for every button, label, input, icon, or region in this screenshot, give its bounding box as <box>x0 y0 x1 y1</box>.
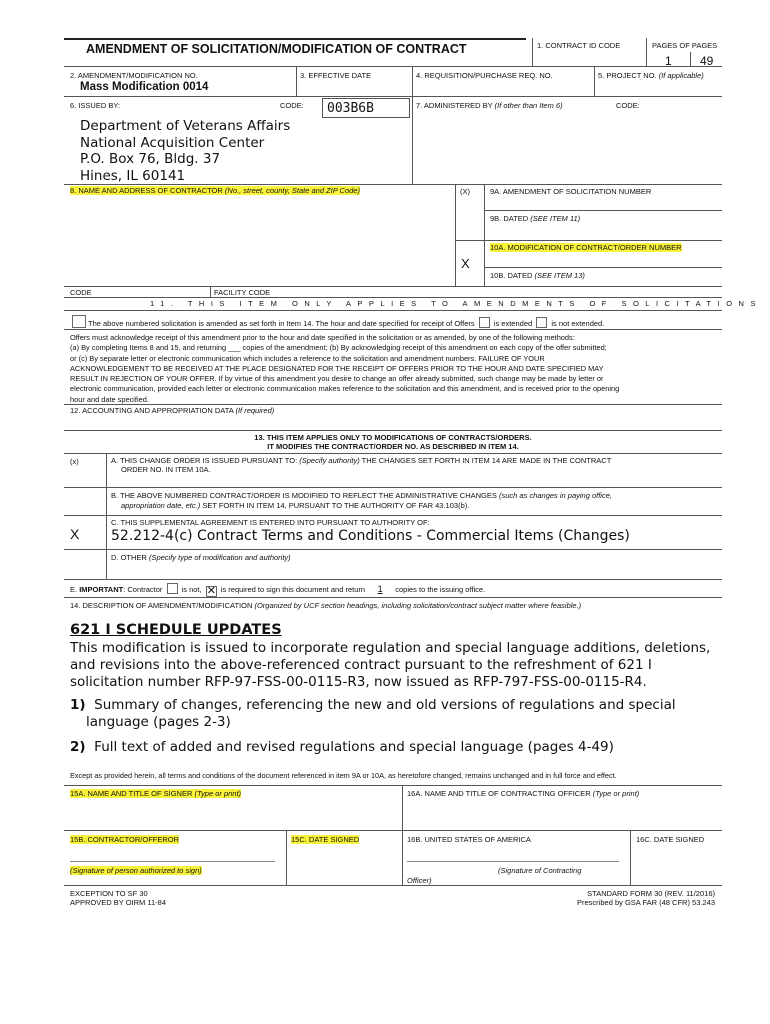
divider <box>210 286 211 297</box>
para-line: (a) By completing Items 8 and 15, and returning ___ copies of the amendment; (b) By acknowledging receipt of this amendment on each copy of the offer submitted; <box>70 343 607 353</box>
rule <box>64 487 722 488</box>
item-11-text: The above numbered solicitation is amended as set forth in Item 14. The hour and date specified for receipt of Offers <box>88 319 475 328</box>
signer-15a-label: 15A. NAME AND TITLE OF SIGNER (Type or print) <box>70 789 242 798</box>
issuer-line: P.O. Box 76, Bldg. 37 <box>80 151 221 167</box>
item-13c-mark: X <box>70 526 80 542</box>
item-9a-label: 9A. AMENDMENT OF SOLICITATION NUMBER <box>490 187 652 196</box>
page-total: 49 <box>700 54 714 68</box>
item-10a-label: 10A. MODIFICATION OF CONTRACT/ORDER NUMBER <box>490 243 682 252</box>
item-13d-text: D. OTHER <box>111 553 147 562</box>
contractor-offeror-label: 15B. CONTRACTOR/OFFEROR <box>70 835 180 844</box>
item-13-x-label: (x) <box>70 457 79 466</box>
page-number: 1 <box>665 54 672 68</box>
footer-line: Prescribed by GSA FAR (48 CFR) 53.243 <box>577 898 715 907</box>
item-14-label: 14. DESCRIPTION OF AMENDMENT/MODIFICATION <box>70 601 253 610</box>
rule <box>455 240 722 241</box>
signature-line-15[interactable] <box>70 861 275 862</box>
item-9b-note: (SEE ITEM 11) <box>530 214 581 223</box>
item-10a-mark: X <box>461 256 470 271</box>
pages-label: PAGES OF PAGES <box>652 41 718 50</box>
issuer-line: Department of Veterans Affairs <box>80 118 291 134</box>
facility-code-label: FACILITY CODE <box>214 288 271 297</box>
not-extended-checkbox[interactable] <box>536 317 547 328</box>
divider <box>594 66 595 96</box>
para-line: electronic communication, provided each letter or electronic communication makes reference to the solicitation and this amendment, and is received prior to the opening <box>70 384 620 394</box>
body-line: This modification is issued to incorporate regulation and special language additions, deletions, <box>70 640 711 656</box>
issued-code-value: 003B6B <box>322 98 410 118</box>
x-column-label: (X) <box>460 187 470 196</box>
rule <box>64 96 722 97</box>
is-required-checkbox[interactable]: ✕ <box>206 585 216 597</box>
divider <box>484 184 485 286</box>
administered-note: (If other than Item 6) <box>494 101 563 110</box>
requisition-label: 4. REQUISITION/PURCHASE REQ. NO. <box>416 71 553 80</box>
item-e <box>70 583 485 597</box>
item-12-label: 12. ACCOUNTING AND APPROPRIATION DATA <box>70 406 234 415</box>
para-line: RESULT IN REJECTION OF YOUR OFFER. If by virtue of this amendment you desire to change an offer already submitted, such change may be made by letter or <box>70 374 604 384</box>
divider <box>402 785 403 885</box>
divider <box>412 66 413 96</box>
rule <box>64 453 722 454</box>
item-text: language (pages 2-3) <box>86 714 231 730</box>
divider <box>106 453 107 579</box>
item-13a <box>111 456 611 465</box>
item-13c-text: C. THIS SUPPLEMENTAL AGREEMENT IS ENTERED INTO PURSUANT TO AUTHORITY OF: <box>111 518 430 527</box>
rule <box>64 830 722 831</box>
item-13c-value: 52.212-4(c) Contract Terms and Conditions - Commercial Items (Changes) <box>111 528 630 544</box>
schedule-heading: 621 I SCHEDULE UPDATES <box>70 622 282 638</box>
divider <box>296 66 297 96</box>
item-14-note: (Organized by UCF section headings, including solicitation/contract subject matter where feasible.) <box>254 601 582 610</box>
item-11-heading: 11. THIS ITEM ONLY APPLIES TO AMENDMENTS OF SOLICITATIONS <box>150 299 762 308</box>
footer-right <box>540 889 715 907</box>
is-not-label: is not, <box>181 585 202 594</box>
contractor-text: : Contractor <box>123 585 163 594</box>
item-10b-label: 10B. DATED <box>490 271 533 280</box>
item-13d-note: (Specify type of modification and authority) <box>148 553 291 562</box>
rule <box>64 297 722 298</box>
amendment-value: Mass Modification 0014 <box>80 81 209 93</box>
divider <box>412 96 413 184</box>
footer-line: EXCEPTION TO SF 30 <box>70 889 148 898</box>
signer-16a-note: (Type or print) <box>592 789 640 798</box>
item-13-heading-line: IT MODIFIES THE CONTRACT/ORDER NO. AS DESCRIBED IN ITEM 14. <box>267 442 519 451</box>
rule <box>64 515 722 516</box>
item-13a-line2: ORDER NO. IN ITEM 10A. <box>121 465 211 474</box>
rule <box>64 66 722 67</box>
project-note: (If applicable) <box>658 71 704 80</box>
item-13-heading-line: 13. THIS ITEM APPLIES ONLY TO MODIFICATIONS OF CONTRACTS/ORDERS. <box>254 433 532 442</box>
rule <box>64 329 722 330</box>
item-11-paragraph <box>70 333 725 405</box>
except-text: Except as provided herein, all terms and conditions of the document referenced in item 9A or 10A, as heretofore changed, remains unchanged and in full force and effect. <box>70 771 617 780</box>
body-line: solicitation number RFP-97-FSS-00-0115-R3, now issued as RFP-797-FSS-00-0115-R4. <box>70 674 647 690</box>
contractor-label: 8. NAME AND ADDRESS OF CONTRACTOR (No., street, county, State and ZIP Code) <box>70 186 360 195</box>
rule <box>484 210 722 211</box>
item-9b-label: 9B. DATED <box>490 214 529 223</box>
para-line: or (c) By separate letter or electronic communication which includes a reference to the solicitation and amendment numbers. FAILURE OF YOUR <box>70 353 545 363</box>
para-line: ACKNOWLEDGEMENT TO BE RECEIVED AT THE PLACE DESIGNATED FOR THE RECEIPT OF OFFERS PRIOR TO THE HOUR AND DATE SPECIFIED MAY <box>70 363 604 373</box>
divider <box>532 38 533 66</box>
rule <box>64 286 722 287</box>
rule <box>64 579 722 580</box>
signer-16a-label: 16A. NAME AND TITLE OF CONTRACTING OFFICER <box>407 789 591 798</box>
signature-line-16[interactable] <box>407 861 619 862</box>
administered-code-label: CODE: <box>616 101 640 110</box>
issued-code-label: CODE: <box>280 101 304 110</box>
body-paragraph <box>70 640 710 691</box>
date-signed-15c-label: 15C. DATE SIGNED <box>291 835 360 844</box>
item-13b-note: (such as changes in paying office, <box>499 491 612 500</box>
extended-checkbox[interactable] <box>479 317 490 328</box>
para-line: Offers must acknowledge receipt of this amendment prior to the hour and date specified in the solicitation or as amended, by one of the following methods: <box>70 333 575 342</box>
extended-label: is extended <box>493 319 533 328</box>
item-10b-note: (SEE ITEM 13) <box>534 271 585 280</box>
divider <box>690 52 691 66</box>
rule <box>64 184 722 185</box>
footer-line: STANDARD FORM 30 (REV. 11/2016) <box>587 889 715 898</box>
rule <box>64 597 722 598</box>
item-number: 2) <box>70 739 86 755</box>
copies-rest: copies to the issuing office. <box>395 585 486 594</box>
item-13a-text: A. THIS CHANGE ORDER IS ISSUED PURSUANT TO: <box>111 456 298 465</box>
item-13-heading <box>64 433 722 451</box>
issuer-line: Hines, IL 60141 <box>80 167 186 184</box>
rule <box>64 310 722 311</box>
item-text: Full text of added and revised regulations and special language (pages 4-49) <box>94 739 614 755</box>
top-border <box>64 38 526 40</box>
full-text-item <box>70 739 614 756</box>
divider <box>455 184 456 286</box>
signature-15-caption: (Signature of person authorized to sign) <box>70 866 202 875</box>
important-label: IMPORTANT <box>79 585 124 594</box>
is-not-checkbox[interactable] <box>167 583 178 594</box>
summary-item <box>70 697 676 731</box>
issuer-address <box>80 118 290 184</box>
item-13a-note: (Specify authority) <box>299 456 360 465</box>
item-e-label: E. <box>70 585 78 594</box>
body-line: and revisions into the above-referenced contract pursuant to the refreshment of 621 I <box>70 657 652 673</box>
contract-id-label: 1. CONTRACT ID CODE <box>537 41 621 50</box>
divider <box>630 830 631 885</box>
administered-label: 7. ADMINISTERED BY <box>416 101 493 110</box>
rule <box>64 430 722 431</box>
item-12-note: (If required) <box>235 406 275 415</box>
usa-label: 16B. UNITED STATES OF AMERICA <box>407 835 531 844</box>
signature-16-caption-2: Officer) <box>407 876 432 885</box>
signature-16-caption: (Signature of Contracting <box>498 866 582 875</box>
issued-by-label: 6. ISSUED BY: <box>70 101 121 110</box>
footer-left <box>70 889 166 907</box>
copies-count: 1 <box>377 584 383 594</box>
issuer-line: National Acquisition Center <box>80 134 265 151</box>
item-11-line <box>88 317 604 328</box>
item-text: Summary of changes, referencing the new and old versions of regulations and special <box>94 697 676 713</box>
rule <box>64 549 722 550</box>
item-13b-text: B. THE ABOVE NUMBERED CONTRACT/ORDER IS MODIFIED TO REFLECT THE ADMINISTRATIVE CHANGES <box>111 491 497 500</box>
para-line: hour and date specified. <box>70 394 149 404</box>
footer-line: APPROVED BY OIRM 11-84 <box>70 898 167 907</box>
amendment-label: 2. AMENDMENT/MODIFICATION NO. <box>70 71 198 80</box>
rule <box>64 404 722 405</box>
contractor-code-label: CODE <box>70 288 92 297</box>
date-signed-16c-label: 16C. DATE SIGNED <box>636 835 705 844</box>
rule <box>64 885 722 886</box>
rule <box>64 785 722 786</box>
not-extended-label: is not extended. <box>551 319 605 328</box>
item-13a-rest: THE CHANGES SET FORTH IN ITEM 14 ARE MADE IN THE CONTRACT <box>361 456 612 465</box>
item-13b-line2-rest: SET FORTH IN ITEM 14, PURSUANT TO THE AUTHORITY OF FAR 43.103(b). <box>202 501 470 510</box>
form-title: AMENDMENT OF SOLICITATION/MODIFICATION OF CONTRACT <box>86 42 467 56</box>
project-label: 5. PROJECT NO. <box>598 71 657 80</box>
divider <box>646 38 647 66</box>
effective-date-label: 3. EFFECTIVE DATE <box>300 71 372 80</box>
item-11-checkbox[interactable] <box>72 315 86 328</box>
item-13b-line2-note: appropriation date, etc.) <box>121 501 201 510</box>
is-required-label: is required to sign this document and return <box>220 585 366 594</box>
divider <box>286 830 287 885</box>
item-number: 1) <box>70 697 86 713</box>
rule <box>484 267 722 268</box>
